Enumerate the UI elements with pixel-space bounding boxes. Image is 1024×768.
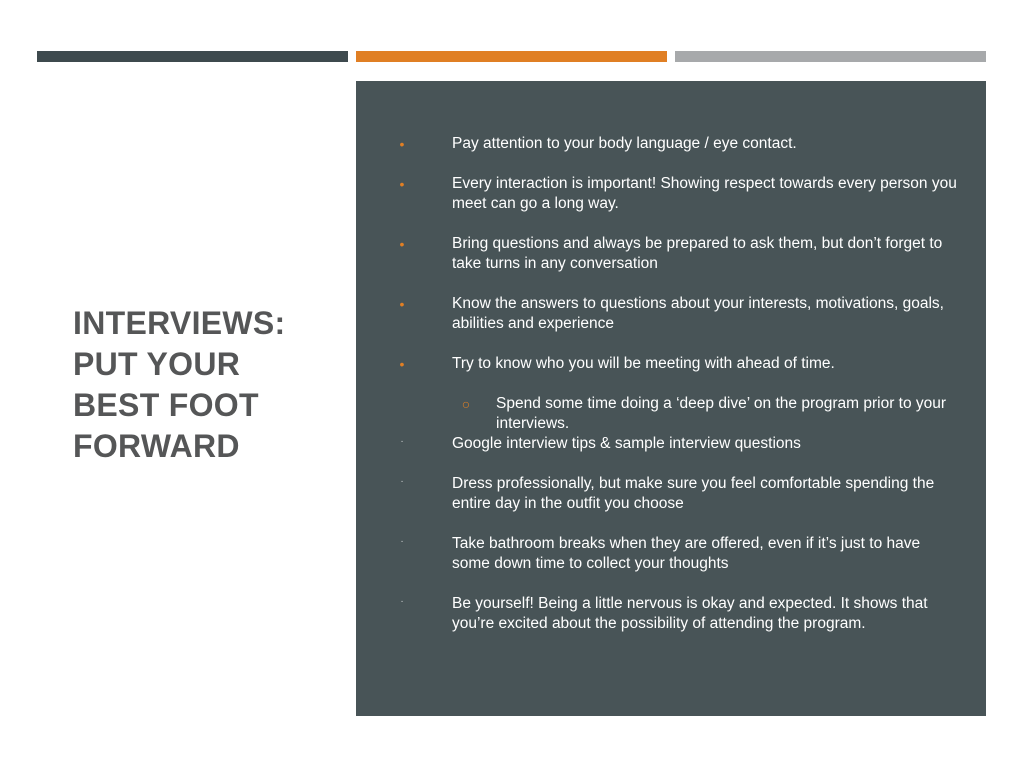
bullet-marker: • xyxy=(399,296,405,312)
accent-bar-orange xyxy=(356,51,667,62)
bullet-text: Bring questions and always be prepared to ask them, but don’t forget to take turns in any conversation xyxy=(452,235,943,272)
bullet-text: Be yourself! Being a little nervous is okay and expected. It shows that you’re excited about the possibility of attending the program. xyxy=(452,595,928,632)
title-line: INTERVIEWS: xyxy=(73,305,286,341)
bullet-text: Know the answers to questions about your interests, motivations, goals, abilities and experience xyxy=(452,295,944,332)
bullet-text: Pay attention to your body language / eye contact. xyxy=(452,135,797,152)
bullet-marker: · xyxy=(400,436,404,447)
bullet-marker: · xyxy=(400,536,404,547)
bullet-marker: • xyxy=(399,176,405,192)
bullet-text: Take bathroom breaks when they are offered, even if it’s just to have some down time to collect your thoughts xyxy=(452,535,921,572)
bullet-marker: · xyxy=(400,596,404,607)
title-line: BEST FOOT xyxy=(73,387,259,423)
bullet-text: Spend some time doing a ‘deep dive’ on the program prior to your interviews. xyxy=(496,395,947,432)
bullet-text: Google interview tips & sample interview questions xyxy=(452,435,801,452)
content-panel xyxy=(356,81,986,716)
bullet-text: Dress professionally, but make sure you feel comfortable spending the entire day in the outfit you choose xyxy=(452,475,935,512)
bullet-marker: • xyxy=(399,136,405,152)
title-line: PUT YOUR xyxy=(73,346,241,382)
slide-title xyxy=(73,303,333,467)
bullet-text: Try to know who you will be meeting with ahead of time. xyxy=(452,355,835,372)
accent-bar-gray xyxy=(675,51,986,62)
bullet-marker: • xyxy=(399,356,405,372)
bullet-text: Every interaction is important! Showing respect towards every person you meet can go a long way. xyxy=(452,175,957,212)
accent-bar-dark xyxy=(37,51,348,62)
title-line: FORWARD xyxy=(73,428,240,464)
bullet-marker: • xyxy=(399,236,405,252)
bullet-marker: · xyxy=(400,476,404,487)
sub-bullet-marker: ○ xyxy=(461,396,471,412)
